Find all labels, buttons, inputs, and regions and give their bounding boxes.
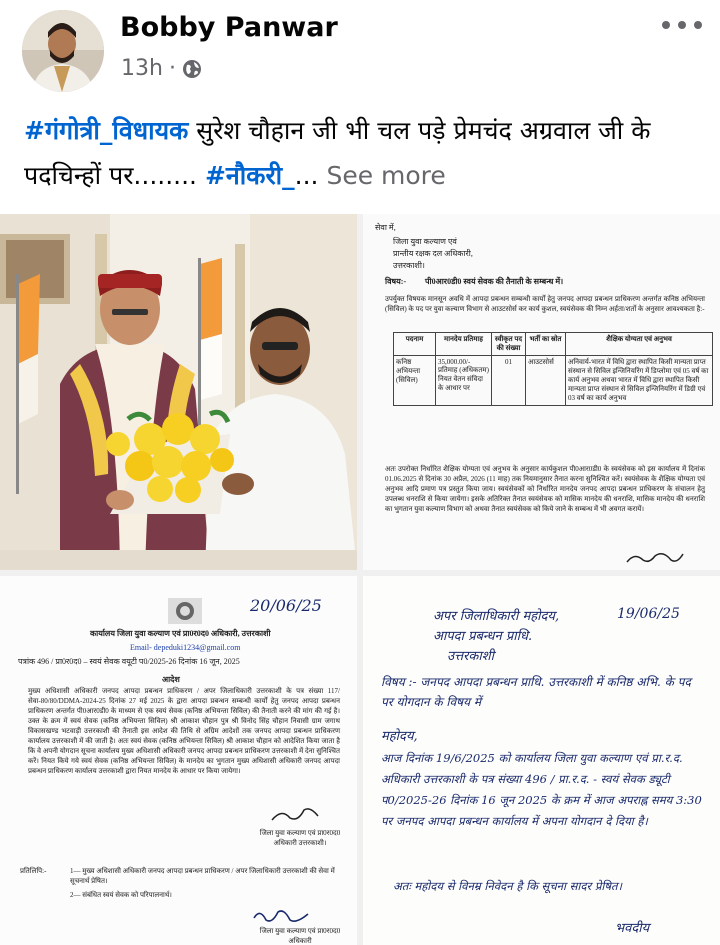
meta-separator: · — [168, 56, 176, 81]
doc-table-cell: आउटसोर्स — [526, 356, 566, 406]
doc-table-header: शैक्षिक योग्यता एवं अनुभव — [566, 333, 713, 356]
doc-address-4: उत्तरकाशी। — [393, 261, 425, 270]
caption-text: सुरेश चौहान जी भी चल पड़े प्रेमचंद अग्रवाल जी के पदचिन्हों पर........ — [24, 116, 651, 190]
order-email: Email- depeduki1234@gmail.com — [130, 643, 241, 652]
order-office-line: कार्यालय जिला युवा कल्याण एवं प्रा0र0द0 अधिकारी, उत्तरकाशी — [90, 629, 271, 638]
doc-table-header: मानदेय प्रतिमाह — [436, 333, 492, 356]
doc-paragraph-2: अतः उपरोक्त निर्धारित शैक्षिक योग्यता एवं अनुभव के अनुसार कार्यकुशल पी0आर0डी0 के स्वयंसेवक को इस कार्यालय में दिनांक 01.06.2025 से दिनांक 30 अप्रैल, 2026 (11 माह) तक नियमानुसार तैनात करना सुनिश्चित करें। स्वयंसेवक के शैक्षिक योग्यता एवं अनुभव आदि प्रमाण पत्र प्रस्तुत किया जाय। स्वयंसेवकों को निर्धारित मानदेय जनपद आपदा प्रबन्धन प्राधिकरण के संचालन हेतु उपलब्ध धनराशि से किया जायेगा। इसके अतिरिक्त तैनात स्वयंसेवक को मासिक मानदेय की धनराशि, मासिक मानदेय की धनराशि का भुगतान युवा कल्याण विभाग को अथवा तैनात स्वयंसेवक को किये जाने के सम्बन्ध में भी अवगत करायें। — [385, 465, 705, 513]
photo-4[interactable] — [363, 576, 720, 945]
doc-paragraph-1: उपर्युक्त विषयक मानसून अवधि में आपदा प्रबन्धन सम्बन्धी कार्यों हेतु जनपद आपदा प्रबन्धन प्राधिकरण अन्तर्गत कनिष्ठ अभियन्ता (सिविल) के पद पर युवा कल्याण विभाग से आउटसोर्स कर कार्य कुशल, स्वयंसेवक की निम्न अर्हता/शर्तो के अनुसार आवश्यकता है:- — [385, 295, 705, 313]
post-header — [0, 0, 720, 96]
doc-table-header: पदनाम — [394, 333, 436, 356]
handwritten-signature: भवदीय — [615, 921, 650, 936]
handwritten-salutation: महोदय, — [381, 729, 418, 744]
handwritten-line-3: उत्तरकाशी — [447, 649, 494, 664]
handwritten-date: 19/06/25 — [617, 606, 680, 622]
doc-table-cell: 01 — [492, 356, 526, 406]
photo-2[interactable] — [363, 214, 720, 570]
avatar-image — [22, 10, 104, 92]
photo-1[interactable] — [0, 214, 357, 570]
signature-mark — [270, 806, 320, 824]
doc-table-header: भर्ती का स्रोत — [526, 333, 566, 356]
photo-3[interactable] — [0, 576, 357, 945]
handwritten-closing: अतः महोदय से विनम्र निवेदन है कि सूचना सादर प्रेषित। — [393, 879, 622, 893]
doc-table-header: स्वीकृत पद की संख्या — [492, 333, 526, 356]
doc-table-cell: अनिवार्य-भारत में विधि द्वारा स्थापित किसी मान्यता प्राप्त संस्थान से सिविल इन्जिनियरिंग में डिप्लोमा एवं 05 वर्ष का कार्य अनुभव अथवा भारत में विधि द्वारा स्थापित किसी मान्यता प्राप्त संस्थान से सिविल इन्जिनियरिंग में डिग्री एवं 03 वर्ष का कार्य अनुभव — [566, 356, 713, 406]
handwritten-body: आज दिनांक 19/6/2025 को कार्यालय जिला युवा कल्याण एवं प्रा.र.द. अधिकारी उत्तरकाशी के पत्र संख्या 496 / प्रा.र.द. - स्वयं सेवक ड्यूटी प0/2025-26 दिनांक 16 जून 2025 के क्रम में आज अपराह्न समय 3:30 पर जनपद आपदा प्रबन्धन कार्यालय में अपना योगदान दे दिया है। — [381, 751, 702, 828]
emblem-icon — [168, 598, 202, 624]
hashtag-link[interactable]: #गंगोत्री_विधायक — [24, 116, 189, 145]
signature-mark — [252, 908, 312, 926]
doc-subject-label: विषय:- — [385, 277, 407, 286]
order-body: मुख्य अधिशासी अधिकारी जनपद आपदा प्रबन्धन प्राधिकरण / अपर जिलाधिकारी उत्तरकाशी के पत्र संख्या 117/सेवा-80/80/DDMA-2024-25 दिनांक 27 मई 2025 के द्वारा आपदा प्रबन्धन सम्बन्धी कार्यों हेतु जनपद आपदा प्रबन्धन प्राधिकरण अन्तर्गत पी0आर0डी0 के माध्यम से एक स्वयं सेवक (कनिष्ठ अभियन्ता सिविल) की तैनाती करने की मांग की गई है। उक्त के क्रम में स्वयं सेवक (कनिष्ठ अभियन्ता सिविल) श्री आकाश चौहान पुत्र श्री विनोद सिंह चौहान निवासी ग्राम जगाथ विकासखण्ड भटवाड़ी उत्तरकाशी की तैनाती इस आदेश की तिथि से अग्रिम आदेशों तक जनपद आपदा प्रबन्धन प्राधिकरण कार्यालय उत्तरकाशी में की जाती है। अतः स्वयं सेवक (कनिष्ठ अभियन्ता सिविल) श्री आकाश चौहान को आदेशित किया जाता है कि वे अपनी योगदान सूचना कार्यालय मुख्य अधिशासी अधिकारी जनपद आपदा प्रबन्धन प्राधिकरण उत्तरकाशी में देना सुनिश्चित करें। नियत किये गये स्वयं सेवक (कनिष्ठ अभियन्ता सिविल) के मानदेय का भुगतान मुख्य अधिशासी अधिकारी जनपद आपदा प्रबन्धन प्राधिकरण कार्यालय उत्तरकाशी द्वारा नियत मानदेय के आधार पर किया जायेगा। — [28, 687, 340, 775]
handwritten-line-1: अपर जिलाधिकारी महोदय, — [433, 609, 560, 624]
hashtag-link[interactable]: #नौकरी_ — [204, 161, 295, 190]
caption-ellipsis: ... — [294, 161, 319, 190]
doc-table-row — [394, 356, 713, 406]
author-name[interactable]: Bobby Panwar — [120, 12, 338, 43]
more-dots-icon — [678, 21, 686, 29]
doc-table-cell: 35,000.00/- प्रतिमाह (अधिकतम) नियत वेतन संविदा के आधार पर — [436, 356, 492, 406]
handwritten-subject: विषय :- जनपद आपदा प्रबन्धन प्राधि. उत्तरकाशी में कनिष्ठ अभि. के पद पर योगदान के विषय में — [381, 675, 691, 709]
people-photo — [0, 214, 357, 570]
post-timestamp[interactable]: 13h — [121, 56, 163, 81]
doc-address-2: जिला युवा कल्याण एवं — [393, 237, 457, 246]
order-bottom-sign: जिला युवा कल्याण एवं प्रा0र0द0 अधिकारी — [259, 927, 341, 945]
more-options-button[interactable] — [662, 14, 702, 36]
handwritten-line-2: आपदा प्रबन्धन प्राधि. — [433, 629, 533, 644]
avatar[interactable] — [22, 10, 104, 92]
doc-address-1: सेवा में, — [375, 223, 396, 232]
order-copy-2: 2— संबंधित स्वयं सेवक को परिपालनार्थ। — [70, 891, 172, 899]
doc-subject: पी0आर0डी0 स्वयं सेवक की तैनाती के सम्बन्ध में। — [425, 277, 564, 286]
photo-grid — [0, 214, 720, 945]
order-reference: पत्रांक 496 / प्रा0र0द0 – स्वयं सेवक वयूटी प0/2025-26 दिनांक 16 जून, 2025 — [18, 657, 240, 666]
order-heading: आदेश — [162, 675, 180, 684]
stamp-date: 20/06/25 — [250, 596, 322, 615]
order-copy-label: प्रतिलिपि:- — [20, 867, 47, 875]
doc-table-cell: कनिष्ठ अभियन्ता (सिविल) — [394, 356, 436, 406]
signature-mark — [625, 550, 685, 566]
doc-table-header-row — [394, 333, 713, 356]
more-dots-icon — [694, 21, 702, 29]
post-caption — [24, 108, 704, 198]
more-dots-icon — [662, 21, 670, 29]
doc-table — [393, 332, 713, 406]
doc-address-3: प्रान्तीय रक्षक दल अधिकारी, — [393, 249, 473, 258]
see-more-link[interactable]: See more — [318, 161, 446, 190]
post-meta — [121, 56, 202, 81]
order-copy-1: 1— मुख्य अधिशासी अधिकारी जनपद आपदा प्रबन्धन प्राधिकरण / अपर जिलाधिकारी उत्तरकाशी की सेवा में सूचनार्थ प्रेषित। — [70, 867, 335, 885]
globe-icon[interactable] — [182, 59, 202, 79]
order-sign-block: जिला युवा कल्याण एवं प्रा0र0द0 अधिकारी उत्तरकाशी। — [259, 829, 341, 847]
